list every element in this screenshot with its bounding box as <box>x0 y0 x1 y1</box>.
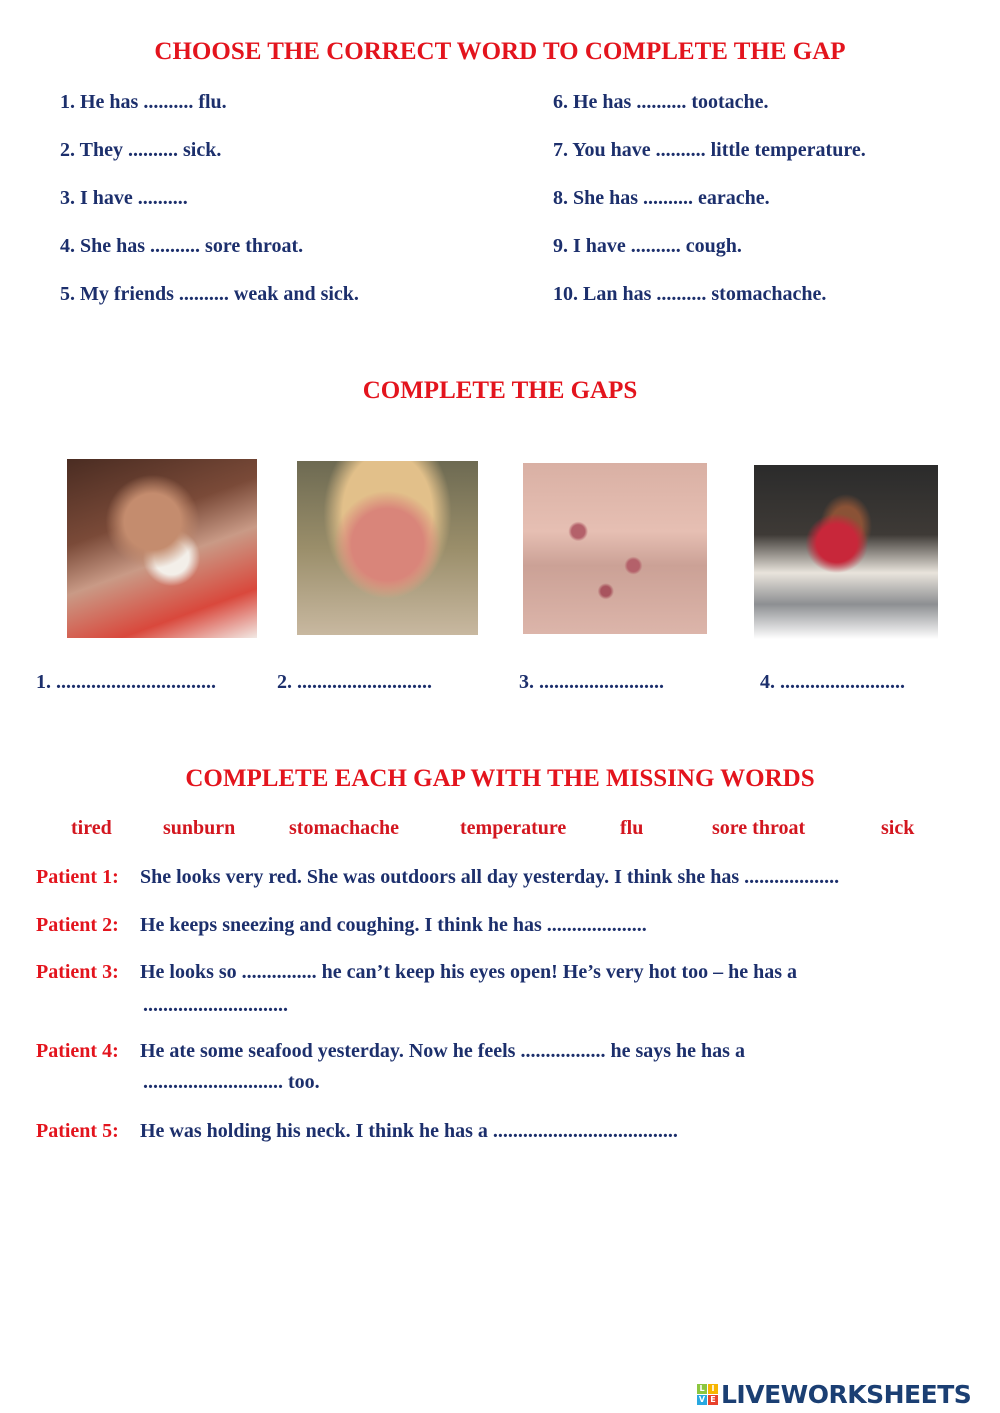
patient-label: Patient 2: <box>36 914 119 936</box>
liveworksheets-logo <box>697 1380 971 1409</box>
photo-rash-feet <box>523 463 707 634</box>
word-bank-item: sore throat <box>712 817 806 839</box>
word-bank-item: sunburn <box>163 817 236 839</box>
question-8: 8. She has .......... earache. <box>553 187 770 209</box>
patient-label: Patient 5: <box>36 1120 119 1142</box>
blank-1[interactable]: 1. ................................ <box>36 671 216 693</box>
blank-3[interactable]: 3. ......................... <box>519 671 664 693</box>
question-2: 2. They .......... sick. <box>60 139 222 161</box>
photo-flu-woman <box>67 459 257 638</box>
patient-text-continued[interactable]: ............................ too. <box>143 1071 320 1093</box>
photo-sunburn-woman <box>297 461 478 635</box>
word-bank-item: tired <box>71 817 112 839</box>
word-bank-item: sick <box>881 817 915 839</box>
logo-block: I <box>708 1384 718 1394</box>
question-5: 5. My friends .......... weak and sick. <box>60 283 359 305</box>
question-4: 4. She has .......... sore throat. <box>60 235 304 257</box>
logo-block: L <box>697 1384 707 1394</box>
patient-text[interactable]: He keeps sneezing and coughing. I think he has .................... <box>140 914 647 936</box>
question-3: 3. I have .......... <box>60 187 188 209</box>
patient-text[interactable]: He looks so ............... he can’t keep his eyes open! He’s very hot too – he has a <box>140 961 798 983</box>
section3-title: COMPLETE EACH GAP WITH THE MISSING WORDS <box>185 765 815 792</box>
patient-label: Patient 1: <box>36 866 119 888</box>
question-1: 1. He has .......... flu. <box>60 91 227 113</box>
word-bank-item: temperature <box>460 817 567 839</box>
blank-4[interactable]: 4. ......................... <box>760 671 905 693</box>
patient-label: Patient 3: <box>36 961 119 983</box>
blank-2[interactable]: 2. ........................... <box>277 671 432 693</box>
word-bank-item: flu <box>620 817 644 839</box>
question-7: 7. You have .......... little temperature. <box>553 139 866 161</box>
logo-blocks-icon <box>697 1384 718 1405</box>
logo-text: LIVEWORKSHEETS <box>721 1380 972 1409</box>
section2-title: COMPLETE THE GAPS <box>362 377 638 404</box>
question-9: 9. I have .......... cough. <box>553 235 742 257</box>
logo-block: V <box>698 1395 706 1404</box>
photo-tired-girl <box>754 465 938 639</box>
logo-block: E <box>708 1395 718 1405</box>
question-10: 10. Lan has .......... stomachache. <box>553 283 827 305</box>
question-6: 6. He has .......... tootache. <box>553 91 769 113</box>
word-bank-item: stomachache <box>289 817 399 839</box>
section1-title: CHOOSE THE CORRECT WORD TO COMPLETE THE GAP <box>154 38 846 65</box>
patient-text-continued[interactable]: ............................. <box>143 994 288 1016</box>
patient-label: Patient 4: <box>36 1040 119 1062</box>
patient-text[interactable]: He was holding his neck. I think he has a ..................................... <box>140 1120 678 1142</box>
patient-text[interactable]: He ate some seafood yesterday. Now he feels ................. he says he has a <box>140 1040 745 1062</box>
patient-text[interactable]: She looks very red. She was outdoors all day yesterday. I think she has ................... <box>140 866 840 888</box>
